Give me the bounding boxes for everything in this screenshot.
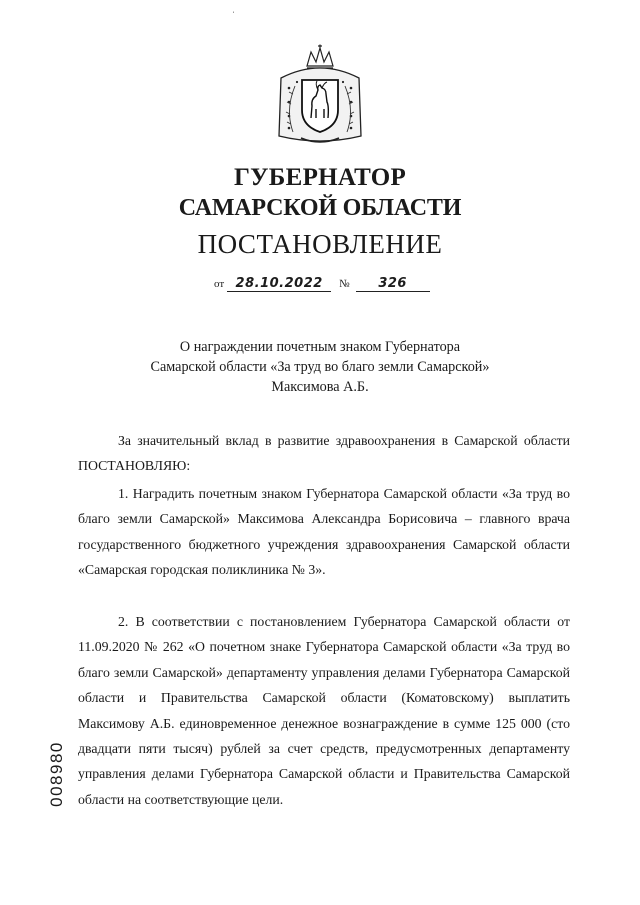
document-date: 28.10.2022: [227, 276, 331, 292]
subject-line2: Самарской области «За труд во благо земли Самарской»: [150, 359, 490, 375]
document-type: ПОСТАНОВЛЕНИЕ: [197, 229, 443, 259]
organization-title: [0, 163, 640, 223]
date-label: от: [214, 278, 225, 290]
document-subject: [0, 337, 640, 397]
body-paragraph-1: За значительный вклад в развитие здравоохранения в Самарской области ПОСТАНОВЛЯЮ:: [78, 433, 570, 474]
subject-line3: Максимова А.Б.: [271, 379, 369, 395]
subject-line1: О награждении почетным знаком Губернатора: [179, 339, 461, 355]
document-number: 326: [356, 276, 430, 292]
scan-mark: ˈ: [232, 10, 235, 20]
document-meta: [214, 276, 430, 292]
coat-of-arms-icon: [271, 44, 369, 148]
org-title-line2: САМАРСКОЙ ОБЛАСТИ: [178, 195, 462, 221]
body-paragraph-3: 2. В соответствии с постановлением Губернатора Самарской области от 11.09.2020 № 262 «О почетном знаке Губернатора Самарской области «За труд во благо земли Самарской» департаменту управления делами Губернатора Самарской области и Правительства Самарской области (Коматовскому) выплатить Максимову А.Б. единовременное денежное вознаграждение в сумме 125 000 (сто двадцати пяти тысяч) рублей за счет средств, предусмотренных департаменту управления делами Губернатора Самарской области и Правительства Самарской области на соответствующие цели.: [78, 614, 570, 807]
side-serial-number: 008980: [47, 741, 66, 807]
number-label: №: [339, 278, 350, 290]
org-title-line1: ГУБЕРНАТОР: [233, 164, 407, 191]
body-paragraph-2: 1. Наградить почетным знаком Губернатора Самарской области «За труд во благо земли Самарской» Максимова Александра Борисовича – главного врача государственного бюджетного учреждения здравоохранения Самарской области «Самарская городская поликлиника № 3».: [78, 486, 570, 578]
